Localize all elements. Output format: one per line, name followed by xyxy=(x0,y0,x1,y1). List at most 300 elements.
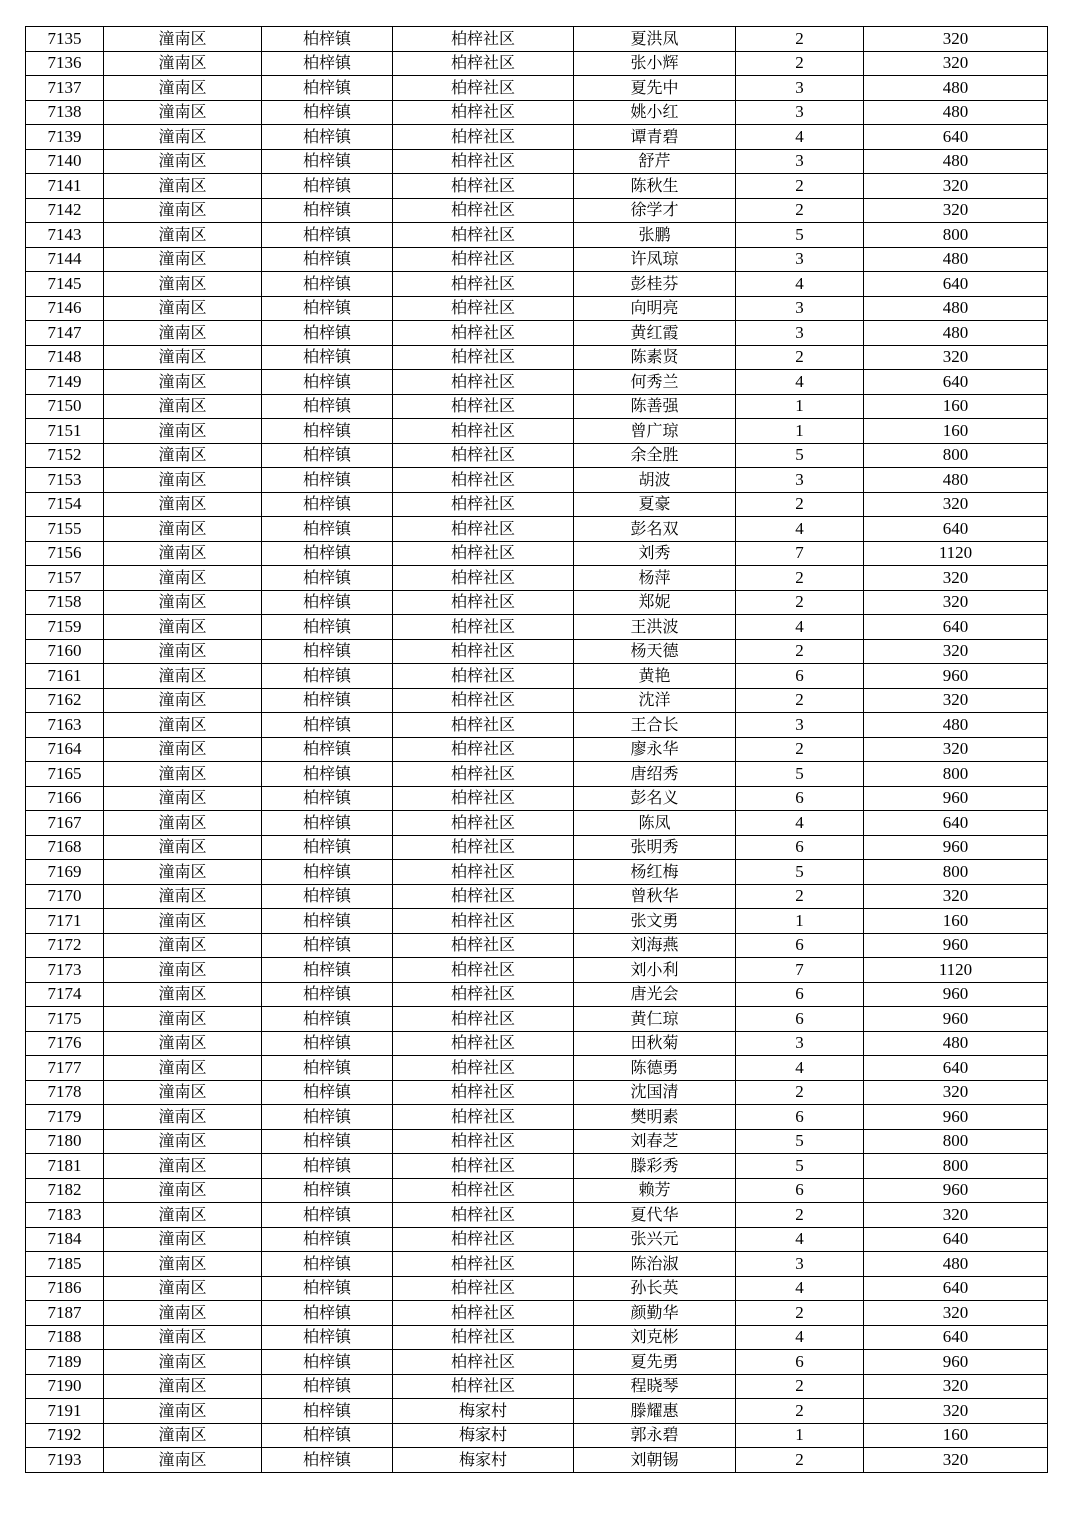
amount-cell: 320 xyxy=(864,1080,1048,1105)
amount-cell: 320 xyxy=(864,1374,1048,1399)
town-cell: 柏梓镇 xyxy=(262,1399,393,1424)
name-cell: 田秋菊 xyxy=(574,1031,736,1056)
community-cell: 柏梓社区 xyxy=(393,419,574,444)
name-cell: 唐光会 xyxy=(574,982,736,1007)
amount-cell: 320 xyxy=(864,566,1048,591)
table-row xyxy=(26,909,1048,934)
table-row xyxy=(26,1252,1048,1277)
persons-cell: 7 xyxy=(736,541,864,566)
amount-cell: 640 xyxy=(864,125,1048,150)
persons-cell: 1 xyxy=(736,1423,864,1448)
row-number-cell: 7147 xyxy=(26,321,104,346)
persons-cell: 2 xyxy=(736,1301,864,1326)
district-cell: 潼南区 xyxy=(104,419,262,444)
row-number-cell: 7189 xyxy=(26,1350,104,1375)
row-number-cell: 7154 xyxy=(26,492,104,517)
town-cell: 柏梓镇 xyxy=(262,1056,393,1081)
name-cell: 廖永华 xyxy=(574,737,736,762)
town-cell: 柏梓镇 xyxy=(262,345,393,370)
community-cell: 柏梓社区 xyxy=(393,664,574,689)
town-cell: 柏梓镇 xyxy=(262,884,393,909)
town-cell: 柏梓镇 xyxy=(262,688,393,713)
row-number-cell: 7182 xyxy=(26,1178,104,1203)
town-cell: 柏梓镇 xyxy=(262,1203,393,1228)
district-cell: 潼南区 xyxy=(104,762,262,787)
amount-cell: 640 xyxy=(864,1227,1048,1252)
table-row xyxy=(26,835,1048,860)
community-cell: 柏梓社区 xyxy=(393,1374,574,1399)
district-cell: 潼南区 xyxy=(104,860,262,885)
row-number-cell: 7148 xyxy=(26,345,104,370)
table-row xyxy=(26,786,1048,811)
persons-cell: 3 xyxy=(736,76,864,101)
town-cell: 柏梓镇 xyxy=(262,664,393,689)
district-cell: 潼南区 xyxy=(104,639,262,664)
amount-cell: 320 xyxy=(864,1203,1048,1228)
row-number-cell: 7152 xyxy=(26,443,104,468)
community-cell: 柏梓社区 xyxy=(393,737,574,762)
name-cell: 夏代华 xyxy=(574,1203,736,1228)
persons-cell: 4 xyxy=(736,125,864,150)
town-cell: 柏梓镇 xyxy=(262,51,393,76)
persons-cell: 6 xyxy=(736,664,864,689)
persons-cell: 2 xyxy=(736,1399,864,1424)
row-number-cell: 7169 xyxy=(26,860,104,885)
district-cell: 潼南区 xyxy=(104,958,262,983)
table-row xyxy=(26,223,1048,248)
name-cell: 王洪波 xyxy=(574,615,736,640)
name-cell: 何秀兰 xyxy=(574,370,736,395)
persons-cell: 3 xyxy=(736,149,864,174)
amount-cell: 480 xyxy=(864,247,1048,272)
district-cell: 潼南区 xyxy=(104,321,262,346)
row-number-cell: 7170 xyxy=(26,884,104,909)
persons-cell: 4 xyxy=(736,811,864,836)
community-cell: 柏梓社区 xyxy=(393,909,574,934)
district-cell: 潼南区 xyxy=(104,1252,262,1277)
community-cell: 柏梓社区 xyxy=(393,345,574,370)
district-cell: 潼南区 xyxy=(104,566,262,591)
name-cell: 颜勤华 xyxy=(574,1301,736,1326)
table-row xyxy=(26,149,1048,174)
district-cell: 潼南区 xyxy=(104,1399,262,1424)
community-cell: 柏梓社区 xyxy=(393,149,574,174)
town-cell: 柏梓镇 xyxy=(262,982,393,1007)
name-cell: 张兴元 xyxy=(574,1227,736,1252)
row-number-cell: 7190 xyxy=(26,1374,104,1399)
persons-cell: 4 xyxy=(736,1227,864,1252)
town-cell: 柏梓镇 xyxy=(262,149,393,174)
community-cell: 柏梓社区 xyxy=(393,321,574,346)
district-cell: 潼南区 xyxy=(104,1007,262,1032)
district-cell: 潼南区 xyxy=(104,492,262,517)
name-cell: 滕彩秀 xyxy=(574,1154,736,1179)
table-row xyxy=(26,1350,1048,1375)
persons-cell: 4 xyxy=(736,1276,864,1301)
persons-cell: 6 xyxy=(736,1178,864,1203)
amount-cell: 320 xyxy=(864,27,1048,52)
community-cell: 柏梓社区 xyxy=(393,1105,574,1130)
community-cell: 柏梓社区 xyxy=(393,517,574,542)
persons-cell: 2 xyxy=(736,1203,864,1228)
row-number-cell: 7135 xyxy=(26,27,104,52)
district-cell: 潼南区 xyxy=(104,247,262,272)
row-number-cell: 7157 xyxy=(26,566,104,591)
community-cell: 柏梓社区 xyxy=(393,835,574,860)
table-row xyxy=(26,933,1048,958)
row-number-cell: 7160 xyxy=(26,639,104,664)
row-number-cell: 7167 xyxy=(26,811,104,836)
community-cell: 柏梓社区 xyxy=(393,370,574,395)
town-cell: 柏梓镇 xyxy=(262,1154,393,1179)
community-cell: 柏梓社区 xyxy=(393,1178,574,1203)
amount-cell: 960 xyxy=(864,786,1048,811)
amount-cell: 320 xyxy=(864,1301,1048,1326)
table-row xyxy=(26,762,1048,787)
amount-cell: 640 xyxy=(864,1276,1048,1301)
town-cell: 柏梓镇 xyxy=(262,786,393,811)
name-cell: 程晓琴 xyxy=(574,1374,736,1399)
amount-cell: 160 xyxy=(864,419,1048,444)
community-cell: 柏梓社区 xyxy=(393,786,574,811)
community-cell: 柏梓社区 xyxy=(393,590,574,615)
row-number-cell: 7145 xyxy=(26,272,104,297)
row-number-cell: 7164 xyxy=(26,737,104,762)
district-cell: 潼南区 xyxy=(104,1227,262,1252)
row-number-cell: 7192 xyxy=(26,1423,104,1448)
town-cell: 柏梓镇 xyxy=(262,394,393,419)
row-number-cell: 7188 xyxy=(26,1325,104,1350)
persons-cell: 2 xyxy=(736,51,864,76)
community-cell: 柏梓社区 xyxy=(393,982,574,1007)
amount-cell: 320 xyxy=(864,590,1048,615)
persons-cell: 1 xyxy=(736,394,864,419)
district-cell: 潼南区 xyxy=(104,1105,262,1130)
community-cell: 梅家村 xyxy=(393,1423,574,1448)
persons-cell: 5 xyxy=(736,1154,864,1179)
name-cell: 陈凤 xyxy=(574,811,736,836)
row-number-cell: 7180 xyxy=(26,1129,104,1154)
name-cell: 谭青碧 xyxy=(574,125,736,150)
table-row xyxy=(26,517,1048,542)
district-cell: 潼南区 xyxy=(104,125,262,150)
persons-cell: 3 xyxy=(736,321,864,346)
town-cell: 柏梓镇 xyxy=(262,296,393,321)
town-cell: 柏梓镇 xyxy=(262,1007,393,1032)
row-number-cell: 7151 xyxy=(26,419,104,444)
amount-cell: 640 xyxy=(864,1325,1048,1350)
row-number-cell: 7158 xyxy=(26,590,104,615)
community-cell: 柏梓社区 xyxy=(393,688,574,713)
table-row xyxy=(26,272,1048,297)
persons-cell: 2 xyxy=(736,688,864,713)
row-number-cell: 7138 xyxy=(26,100,104,125)
amount-cell: 480 xyxy=(864,713,1048,738)
table-row xyxy=(26,468,1048,493)
town-cell: 柏梓镇 xyxy=(262,713,393,738)
row-number-cell: 7144 xyxy=(26,247,104,272)
amount-cell: 640 xyxy=(864,1056,1048,1081)
name-cell: 杨天德 xyxy=(574,639,736,664)
persons-cell: 2 xyxy=(736,737,864,762)
persons-cell: 3 xyxy=(736,1031,864,1056)
table-row xyxy=(26,1178,1048,1203)
persons-cell: 6 xyxy=(736,835,864,860)
town-cell: 柏梓镇 xyxy=(262,517,393,542)
district-cell: 潼南区 xyxy=(104,517,262,542)
persons-cell: 3 xyxy=(736,468,864,493)
row-number-cell: 7168 xyxy=(26,835,104,860)
name-cell: 胡波 xyxy=(574,468,736,493)
community-cell: 柏梓社区 xyxy=(393,1080,574,1105)
district-cell: 潼南区 xyxy=(104,296,262,321)
table-row xyxy=(26,541,1048,566)
table-row xyxy=(26,639,1048,664)
town-cell: 柏梓镇 xyxy=(262,811,393,836)
row-number-cell: 7181 xyxy=(26,1154,104,1179)
town-cell: 柏梓镇 xyxy=(262,1301,393,1326)
district-cell: 潼南区 xyxy=(104,468,262,493)
row-number-cell: 7137 xyxy=(26,76,104,101)
row-number-cell: 7186 xyxy=(26,1276,104,1301)
name-cell: 张明秀 xyxy=(574,835,736,860)
amount-cell: 640 xyxy=(864,615,1048,640)
amount-cell: 800 xyxy=(864,860,1048,885)
town-cell: 柏梓镇 xyxy=(262,860,393,885)
town-cell: 柏梓镇 xyxy=(262,174,393,199)
town-cell: 柏梓镇 xyxy=(262,566,393,591)
persons-cell: 6 xyxy=(736,1105,864,1130)
town-cell: 柏梓镇 xyxy=(262,321,393,346)
table-row xyxy=(26,737,1048,762)
row-number-cell: 7183 xyxy=(26,1203,104,1228)
table-row xyxy=(26,1227,1048,1252)
town-cell: 柏梓镇 xyxy=(262,737,393,762)
name-cell: 滕耀惠 xyxy=(574,1399,736,1424)
persons-cell: 3 xyxy=(736,713,864,738)
district-cell: 潼南区 xyxy=(104,786,262,811)
district-cell: 潼南区 xyxy=(104,1031,262,1056)
town-cell: 柏梓镇 xyxy=(262,835,393,860)
town-cell: 柏梓镇 xyxy=(262,1350,393,1375)
town-cell: 柏梓镇 xyxy=(262,1178,393,1203)
amount-cell: 160 xyxy=(864,394,1048,419)
name-cell: 刘海燕 xyxy=(574,933,736,958)
town-cell: 柏梓镇 xyxy=(262,443,393,468)
community-cell: 梅家村 xyxy=(393,1399,574,1424)
district-cell: 潼南区 xyxy=(104,1276,262,1301)
name-cell: 陈善强 xyxy=(574,394,736,419)
district-cell: 潼南区 xyxy=(104,149,262,174)
town-cell: 柏梓镇 xyxy=(262,639,393,664)
community-cell: 柏梓社区 xyxy=(393,468,574,493)
amount-cell: 320 xyxy=(864,639,1048,664)
town-cell: 柏梓镇 xyxy=(262,590,393,615)
district-cell: 潼南区 xyxy=(104,590,262,615)
persons-cell: 5 xyxy=(736,762,864,787)
community-cell: 柏梓社区 xyxy=(393,1154,574,1179)
row-number-cell: 7174 xyxy=(26,982,104,1007)
persons-cell: 2 xyxy=(736,27,864,52)
persons-cell: 7 xyxy=(736,958,864,983)
amount-cell: 960 xyxy=(864,1105,1048,1130)
table-row xyxy=(26,1203,1048,1228)
table-row xyxy=(26,664,1048,689)
amount-cell: 960 xyxy=(864,933,1048,958)
persons-cell: 5 xyxy=(736,223,864,248)
row-number-cell: 7153 xyxy=(26,468,104,493)
district-cell: 潼南区 xyxy=(104,272,262,297)
name-cell: 赖芳 xyxy=(574,1178,736,1203)
district-cell: 潼南区 xyxy=(104,1350,262,1375)
row-number-cell: 7185 xyxy=(26,1252,104,1277)
name-cell: 郑妮 xyxy=(574,590,736,615)
district-cell: 潼南区 xyxy=(104,1374,262,1399)
table-row xyxy=(26,76,1048,101)
row-number-cell: 7193 xyxy=(26,1448,104,1473)
row-number-cell: 7165 xyxy=(26,762,104,787)
amount-cell: 640 xyxy=(864,370,1048,395)
amount-cell: 480 xyxy=(864,149,1048,174)
table-row xyxy=(26,1374,1048,1399)
community-cell: 柏梓社区 xyxy=(393,174,574,199)
name-cell: 刘秀 xyxy=(574,541,736,566)
district-cell: 潼南区 xyxy=(104,811,262,836)
district-cell: 潼南区 xyxy=(104,1448,262,1473)
name-cell: 陈治淑 xyxy=(574,1252,736,1277)
name-cell: 杨红梅 xyxy=(574,860,736,885)
amount-cell: 960 xyxy=(864,1350,1048,1375)
persons-cell: 2 xyxy=(736,639,864,664)
table-row xyxy=(26,1080,1048,1105)
community-cell: 柏梓社区 xyxy=(393,223,574,248)
community-cell: 柏梓社区 xyxy=(393,443,574,468)
table-row xyxy=(26,419,1048,444)
town-cell: 柏梓镇 xyxy=(262,1423,393,1448)
community-cell: 柏梓社区 xyxy=(393,541,574,566)
table-row xyxy=(26,443,1048,468)
table-row xyxy=(26,198,1048,223)
row-number-cell: 7177 xyxy=(26,1056,104,1081)
name-cell: 夏先勇 xyxy=(574,1350,736,1375)
district-cell: 潼南区 xyxy=(104,1154,262,1179)
district-cell: 潼南区 xyxy=(104,443,262,468)
name-cell: 张小辉 xyxy=(574,51,736,76)
community-cell: 柏梓社区 xyxy=(393,198,574,223)
name-cell: 舒芹 xyxy=(574,149,736,174)
district-cell: 潼南区 xyxy=(104,1423,262,1448)
table-row xyxy=(26,1325,1048,1350)
persons-cell: 4 xyxy=(736,272,864,297)
name-cell: 郭永碧 xyxy=(574,1423,736,1448)
row-number-cell: 7191 xyxy=(26,1399,104,1424)
table-row xyxy=(26,1399,1048,1424)
persons-cell: 1 xyxy=(736,419,864,444)
table-row xyxy=(26,860,1048,885)
town-cell: 柏梓镇 xyxy=(262,1031,393,1056)
table-row xyxy=(26,345,1048,370)
table-row xyxy=(26,1056,1048,1081)
town-cell: 柏梓镇 xyxy=(262,1227,393,1252)
community-cell: 柏梓社区 xyxy=(393,1227,574,1252)
persons-cell: 2 xyxy=(736,174,864,199)
amount-cell: 800 xyxy=(864,762,1048,787)
table-row xyxy=(26,370,1048,395)
amount-cell: 640 xyxy=(864,811,1048,836)
town-cell: 柏梓镇 xyxy=(262,958,393,983)
row-number-cell: 7162 xyxy=(26,688,104,713)
row-number-cell: 7163 xyxy=(26,713,104,738)
persons-cell: 2 xyxy=(736,1374,864,1399)
amount-cell: 480 xyxy=(864,296,1048,321)
community-cell: 柏梓社区 xyxy=(393,1129,574,1154)
persons-cell: 2 xyxy=(736,345,864,370)
table-row xyxy=(26,958,1048,983)
community-cell: 梅家村 xyxy=(393,1448,574,1473)
row-number-cell: 7136 xyxy=(26,51,104,76)
amount-cell: 320 xyxy=(864,737,1048,762)
amount-cell: 480 xyxy=(864,100,1048,125)
row-number-cell: 7141 xyxy=(26,174,104,199)
district-cell: 潼南区 xyxy=(104,100,262,125)
town-cell: 柏梓镇 xyxy=(262,1252,393,1277)
table-row xyxy=(26,884,1048,909)
amount-cell: 1120 xyxy=(864,541,1048,566)
persons-cell: 6 xyxy=(736,1007,864,1032)
amount-cell: 640 xyxy=(864,272,1048,297)
name-cell: 陈秋生 xyxy=(574,174,736,199)
amount-cell: 800 xyxy=(864,1154,1048,1179)
amount-cell: 1120 xyxy=(864,958,1048,983)
table-row xyxy=(26,1448,1048,1473)
table-row xyxy=(26,1154,1048,1179)
name-cell: 陈德勇 xyxy=(574,1056,736,1081)
name-cell: 陈素贤 xyxy=(574,345,736,370)
district-cell: 潼南区 xyxy=(104,835,262,860)
table-row xyxy=(26,688,1048,713)
row-number-cell: 7142 xyxy=(26,198,104,223)
district-cell: 潼南区 xyxy=(104,27,262,52)
amount-cell: 960 xyxy=(864,982,1048,1007)
row-number-cell: 7173 xyxy=(26,958,104,983)
community-cell: 柏梓社区 xyxy=(393,394,574,419)
name-cell: 夏豪 xyxy=(574,492,736,517)
table-row xyxy=(26,1129,1048,1154)
name-cell: 沈洋 xyxy=(574,688,736,713)
town-cell: 柏梓镇 xyxy=(262,100,393,125)
persons-cell: 2 xyxy=(736,1080,864,1105)
name-cell: 樊明素 xyxy=(574,1105,736,1130)
row-number-cell: 7161 xyxy=(26,664,104,689)
table-row xyxy=(26,394,1048,419)
name-cell: 张鹏 xyxy=(574,223,736,248)
persons-cell: 2 xyxy=(736,1448,864,1473)
district-cell: 潼南区 xyxy=(104,1056,262,1081)
table-row xyxy=(26,1031,1048,1056)
name-cell: 唐绍秀 xyxy=(574,762,736,787)
community-cell: 柏梓社区 xyxy=(393,51,574,76)
amount-cell: 960 xyxy=(864,664,1048,689)
persons-cell: 2 xyxy=(736,492,864,517)
persons-cell: 5 xyxy=(736,443,864,468)
town-cell: 柏梓镇 xyxy=(262,272,393,297)
amount-cell: 480 xyxy=(864,1252,1048,1277)
district-cell: 潼南区 xyxy=(104,737,262,762)
row-number-cell: 7178 xyxy=(26,1080,104,1105)
amount-cell: 800 xyxy=(864,1129,1048,1154)
town-cell: 柏梓镇 xyxy=(262,1105,393,1130)
amount-cell: 320 xyxy=(864,492,1048,517)
